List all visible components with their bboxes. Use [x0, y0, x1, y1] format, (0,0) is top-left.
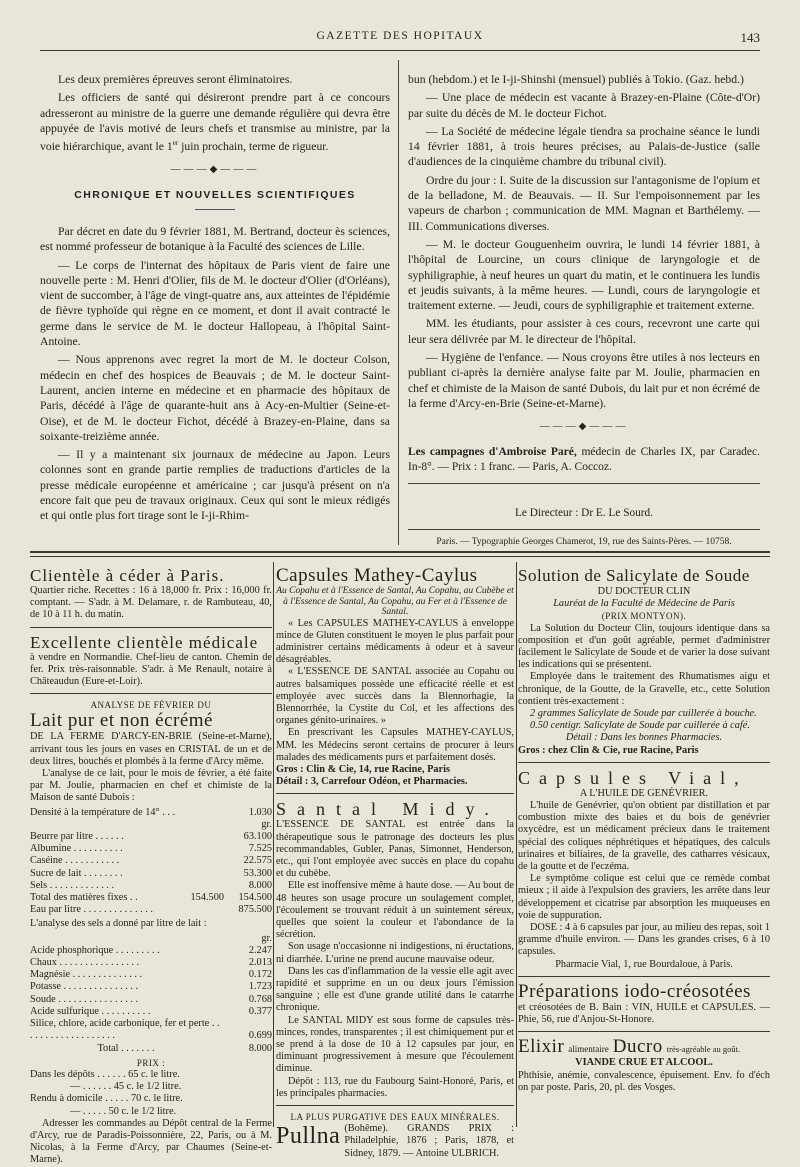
- price-line: — . . . . . 50 c. le 1/2 litre.: [70, 1105, 177, 1117]
- ad-footer: Adresser les commandes au Dépôt central de la Ferme d'Arcy, rue de Paradis-Poissonnière, 22, Paris, ou à M. Nicolas, à la Ferme d'Arcy, par Chaumes (Seine-et-Marne).: [30, 1117, 272, 1166]
- ads-divider: [273, 562, 274, 1127]
- signature-rule: [408, 483, 760, 484]
- ad-body: Dépôt : 113, rue du Faubourg Saint-Honoré, Paris, et les principales pharmacies.: [276, 1075, 514, 1099]
- ad-separator: [518, 1031, 770, 1032]
- analysis-table: [30, 807, 272, 917]
- ad-body: « L'ESSENCE DE SANTAL associée au Copahu ou autres balsamiques possède une efficacité réelle et est employée avec succès dans la Blennorhagie, la Blennorrhée, la Cystite du Col, et les affections des organes génito-urinaires. »: [276, 666, 514, 727]
- table-row: Beurre par litre . . . . . . 63.100: [30, 831, 272, 843]
- ad-title: Pullna: [276, 1123, 341, 1150]
- ad-title: Capsules Mathey-Caylus: [276, 565, 478, 586]
- ads-column-left: [30, 566, 272, 1167]
- table-row: Densité à la température de 14° . . . 1.030: [30, 806, 272, 818]
- ad-body: Dans les cas d'inflammation de la vessie elle agit avec rapidité et supprime en un ou deux jours l'émission sanguine ; elle est d'une grande utilité dans le catarrhe chronique.: [276, 965, 514, 1014]
- salts-table: [30, 933, 272, 1055]
- ad-lait: [30, 699, 272, 1166]
- table-row: Acide phosphorique . . . . . . . . . 2.247: [30, 944, 272, 956]
- ad-title: Préparations iodo-créosotées: [518, 980, 751, 1002]
- ad-detail: Détail : Dans les bonnes Pharmacies.: [565, 732, 723, 744]
- intro-paragraph: Les deux premières épreuves seront éliminatoires.: [58, 73, 293, 86]
- news-paragraph: Ordre du jour : I. Suite de la discussion sur l'antagonisme de l'opium et de la belladone, M. de Beauvais. — II. Sur l'empoisonnement par les vapeurs de charbon ; communication de MM. Magnan et Barthélemy. — III. Communications diverses.: [408, 173, 760, 233]
- ad-separator: [30, 693, 272, 694]
- news-paragraph: Par décret en date du 9 février 1881, M. Bertrand, docteur ès sciences, est nommé professeur de botanique à la Faculté des sciences de Lille.: [40, 224, 390, 254]
- director-signature: Le Directeur : Dr E. Le Sourd.: [514, 507, 654, 520]
- ad-body: Elle est inoffensive même à haute dose. — Au bout de 48 heures son usage procure un soulagement complet, l'écoulement se trouvant réduit à un suintement séreux, quelles que soient la couleur et l'abondance de la sécrétion.: [276, 880, 514, 941]
- ad-body: L'analyse des sels a donné par litre de lait :: [30, 918, 207, 930]
- ad-body: à vendre en Normandie. Chef-lieu de canton. Chemin de fer. Prix très-raisonnable. S'adr. à Me Renault, notaire à Châteaudun (Eure-et-Loir).: [30, 651, 272, 688]
- table-row: Total . . . . . . . 8.000: [97, 1042, 272, 1054]
- ad-pullna: [276, 1111, 514, 1160]
- ad-body: L'analyse de ce lait, pour le mois de février, a été faite par M. Joulie, pharmacien en chef et chimiste de la Maison de santé Dubois :: [30, 768, 272, 804]
- ad-note: très-agréable au goût.: [666, 1044, 741, 1055]
- publication-notice: [408, 445, 760, 476]
- column-divider: [398, 60, 399, 545]
- table-row: gr.: [261, 818, 272, 830]
- table-row: Chaux . . . . . . . . . . . . . . . . 2.013: [30, 957, 272, 969]
- ad-preparations: [518, 982, 770, 1026]
- ad-title: Solution de Salicylate de Soude: [518, 566, 750, 585]
- ad-separator: [518, 762, 770, 763]
- ad-separator: [30, 627, 272, 628]
- ad-separator: [518, 976, 770, 977]
- publication-title: Les campagnes d'Ambroise Paré,: [408, 445, 577, 458]
- ad-capsules-vial: [518, 768, 770, 971]
- section-title: CHRONIQUE ET NOUVELLES SCIENTIFIQUES: [74, 188, 356, 201]
- news-paragraph: MM. les étudiants, pour assister à ces cours, recevront une carte qui leur sera délivrée par M. le directeur de l'hôpital.: [408, 317, 760, 346]
- ad-body: La Solution du Docteur Clin, toujours identique dans sa composition et d'un goût agréable, permet d'administrer facilement le Salicylate de Soude et de varier la dose suivant les indications qui se présentent.: [518, 622, 770, 671]
- header-rule: [40, 50, 760, 51]
- ad-body: Employée dans le traitement des Rhumatismes aigu et chronique, de la Goutte, de la Gravelle, etc., cette Solution contient très-exactement :: [518, 671, 770, 707]
- news-paragraph: bun (hebdom.) et le I-ji-Shinshi (mensuel) publiés à Tokio. (Gaz. hebd.): [408, 73, 744, 86]
- table-row: Magnésie . . . . . . . . . . . . . . 0.172: [30, 969, 272, 981]
- ad-salicylate: [518, 566, 770, 757]
- news-paragraph: — Le corps de l'internat des hôpitaux de Paris vient de faire une nouvelle perte : M. Henri d'Olier, fils de M. le docteur d'Olier (d'Orléans), vient de succomber, à l'âge de vingt-quatre ans, aux atteintes de l'épidémie de fièvre typhoïde qui règne en ce moment, et dont il avait contracté le germe dans le service de M. le docteur Hallopeau, à l'hôpital Saint-Antoine.: [40, 258, 390, 349]
- ad-dose: 0.50 centigr. Salicylate de Soude par cuillerée à café.: [530, 720, 750, 732]
- ad-separator: [276, 793, 514, 794]
- elixir-title-row: [518, 1037, 770, 1057]
- table-row: Caséine . . . . . . . . . . . 22.575: [30, 855, 272, 867]
- pullna-row: [276, 1123, 514, 1160]
- ad-capsules-mathey: [276, 566, 514, 788]
- ad-title: Excellente clientèle médicale: [30, 632, 259, 652]
- right-column: [408, 72, 760, 551]
- ad-body: L'huile de Genévrier, qu'on obtient par distillation et par combustion mixte des baies et du bois de genévrier oxycèdre, est un médicament précieux dans le traitement spécial des coliques néphrétiques et hépatiques, des calculs urinaires et biliaires, de la gravelle, des catharres vésicaux, de la goutte et de l'eczéma.: [518, 800, 770, 873]
- table-row: Albumine . . . . . . . . . . 7.525: [30, 843, 272, 855]
- ad-body: (Bohême). GRANDS PRIX : Philadelphie, 1876 ; Paris, 1878, et Sidney, 1879. — Antoine ULBRICH.: [344, 1123, 514, 1159]
- ad-laureat: Lauréat de la Faculté de Médecine de Paris: [553, 598, 735, 610]
- ad-santal: [276, 799, 514, 1100]
- news-paragraph: — M. le docteur Gouguenheim ouvrira, le lundi 14 février 1881, à l'hôpital de Lourcine, un cours clinique de laryngologie et de syphiligraphie, à neuf heures un quart du matin, et le continuera les lundis et jeudis suivants, à la même heures. — Lundi, cours de laryngologie et traitement externe. — Jeudi, cours de syphiligraphie et traitement externe.: [408, 237, 760, 313]
- ad-body: L'ESSENCE DE SANTAL est entrée dans la thérapeutique sous le patronage des docteurs les plus recommandables, Gubler, Panas, Simonnet, Henderson, etc., qui l'ont employée avec succès en place du copahu et du cubèbe.: [276, 819, 514, 880]
- intro-paragraph: Les officiers de santé qui désireront prendre part à ce concours adresseront au ministre de la guerre une demande régulière qui devra être appuyée de l'avis motivé de leurs chefs et transmise au ministre, par la voie hiérarchique, avant le 1er juin prochain, terme de rigueur.: [40, 91, 390, 154]
- ad-body: et créosotées de B. Bain : VIN, HUILE et CAPSULES. — Phie, 56, rue d'Anjou-St-Honore.: [518, 1001, 770, 1026]
- ad-body: En prescrivant les Capsules MATHEY-CAYLUS, MM. les Médecins seront certains de procurer à leurs malades des médicaments purs et parfaitement dosés.: [276, 727, 514, 763]
- running-title: GAZETTE DES HOPITAUX: [316, 30, 484, 42]
- news-paragraph: — Une place de médecin est vacante à Brazey-en-Plaine (Côte-d'Or) par suite du décès de M. le docteur Fichot.: [408, 91, 760, 120]
- ad-subtitle: A L'HUILE DE GENÉVRIER.: [579, 787, 709, 799]
- table-row: Potasse . . . . . . . . . . . . . . . 1.723: [30, 981, 272, 993]
- ad-title: Lait pur et non écrémé: [30, 710, 213, 732]
- table-row: gr.: [261, 932, 272, 944]
- price-line: Rendu à domicile . . . . . 70 c. le litre.: [30, 1093, 183, 1105]
- table-row: Soude . . . . . . . . . . . . . . . . 0.768: [30, 993, 272, 1005]
- price-line: — . . . . . . 45 c. le 1/2 litre.: [70, 1081, 182, 1093]
- ad-separator: [276, 1105, 514, 1106]
- ad-body: Phthisie, anémie, convalescence, épuisement. Env. fo d'éch on par poste. Paris, 20, pl. des Vosges.: [518, 1069, 770, 1093]
- ad-gros: Gros : Clin & Cie, 14, rue Racine, Paris: [276, 763, 450, 775]
- ad-detail: Détail : 3, Carrefour Odéon, et Pharmacies.: [276, 776, 468, 788]
- section-ornament: ———◆———: [539, 421, 629, 433]
- ad-excellente: [30, 633, 272, 689]
- ad-title: Elixir: [518, 1036, 565, 1058]
- table-row: Silice, chlore, acide carbonique, fer et perte . . . . . . . . . . . . . . . . . . . 0.699: [30, 1018, 272, 1042]
- ad-body: Quartier riche. Recettes : 16 à 18,000 fr. Prix : 16,000 fr. comptant. — S'adr. à M. Delamare, r. de Rambuteau, 40, de 10 à 11 h. du matin.: [30, 585, 272, 621]
- page-header: [40, 30, 760, 50]
- prix-label: PRIX :: [136, 1057, 166, 1068]
- ad-body: « Les CAPSULES MATHEY-CAYLUS à enveloppe mince de Gluten constituent le moyen le plus parfait pour administrer certains médicaments à odeur et à saveur désagréables.: [276, 617, 514, 666]
- ad-kicker: ANALYSE DE FÉVRIER DU: [90, 700, 212, 711]
- ad-elixir: [518, 1037, 770, 1094]
- ads-divider: [516, 562, 517, 1127]
- page-number: 143: [740, 30, 760, 45]
- table-row: Total des matières fixes . . 154.500 154.500: [30, 892, 272, 904]
- ad-title: Santal Midy.: [276, 799, 500, 820]
- news-paragraph: — Nous apprenons avec regret la mort de M. le docteur Colson, médecin en chef des hospices de Beauvais ; de M. le docteur Saint-Laurent, ancien interne en médecine et en pharmacie des hôpitaux de Paris, décédé à l'âge de quarante-huit ans à Acy-en-Multier (Seine-et-Oise), et de M. le docteur Fichot, décédé à Brazey-en-Plaine, dans sa soixante-treizième année.: [40, 353, 390, 443]
- news-paragraph: — La Société de médecine légale tiendra sa prochaine séance le lundi 14 février 1881, à trois heures précises, au Palais-de-Justice (salle d'audiences de la cinquième chambre du tribunal civil).: [408, 124, 760, 169]
- title-rule: [195, 209, 235, 210]
- table-row: Sucre de lait . . . . . . . . 53.300: [30, 867, 272, 879]
- ad-pharmacie: Pharmacie Vial, 1, rue Bourdaloue, à Paris.: [555, 958, 733, 970]
- printer-rule: [408, 529, 760, 530]
- printer-line: Paris. — Typographie Georges Chamerot, 19, rue des Saints-Pères. — 10758.: [436, 537, 732, 548]
- section-ornament: ———◆———: [170, 164, 260, 176]
- ad-subtitle: VIANDE CRUE ET ALCOOL.: [575, 1057, 713, 1069]
- ad-prize: (PRIX MONTYON).: [601, 611, 687, 622]
- ad-body: DE LA FERME D'ARCY-EN-BRIE (Seine-et-Marne), arrivant tous les jours en vases en CRISTAL de un et de deux litres, bouchés et plombés à la ferme d'Arcy même.: [30, 731, 272, 767]
- ad-brand: Ducro: [612, 1036, 663, 1058]
- ad-dose: 2 grammes Salicylate de Soude par cuillerée à bouche.: [530, 708, 757, 720]
- ad-title: Clientèle à céder à Paris.: [30, 566, 225, 585]
- ad-body: DOSE : 4 à 6 capsules par jour, au milieu des repas, soit 1 gramme d'huile environ. — Dans les grandes crises, 6 à 10 capsules.: [518, 922, 770, 958]
- news-paragraph: — Hygiène de l'enfance. — Nous croyons être utiles à nos lecteurs en publiant ci-après la dernière analyse faite par M. Joulie, pharmacien en chef et chimiste de la Maison de santé Dubois, du lait pur et non écrémé de la ferme d'Arcy-en-Brie (Seine-et-Marne).: [408, 351, 760, 410]
- ad-kicker: LA PLUS PURGATIVE DES EAUX MINÉRALES.: [290, 1112, 500, 1123]
- ad-body: Le symptôme colique est celui que ce remède combat mieux ; il aide à l'expulsion des graviers, les arrête dans leur développement et cicatrise par absorption les muqueuses en voie de suppuration.: [518, 873, 770, 921]
- ad-subtitle: Au Copahu et à l'Essence de Santal, Au Copahu, au Cubèbe et à l'Essence de Santal, Au Copahu, au Fer et à l'Essence de Santal.: [276, 586, 514, 617]
- table-row: Acide sulfurique . . . . . . . . . . 0.377: [30, 1005, 272, 1017]
- ads-column-right: [518, 566, 770, 1094]
- ad-subtitle: DU DOCTEUR CLIN: [597, 586, 691, 597]
- publication-details: médecin de Charles IX, par Caradec. In-8°. — Prix : 1 franc. — Paris, A. Coccoz.: [408, 445, 761, 473]
- ad-gros: Gros : chez Clin & Cie, rue Racine, Paris: [518, 744, 699, 756]
- ads-top-rule: [30, 551, 770, 553]
- news-paragraph: — Il y a maintenant six journaux de médecine au Japon. Leurs colonnes sont en grande partie remplies de traductions d'articles de la presse médicale européenne et américaine ; car jusqu'à présent on n'a encore fait que peu de travaux originaux. Ceux qui sont le mieux rédigés et qui ontle plus fort tirage sont le I-ji-Rhim-: [40, 448, 390, 523]
- ad-body: Le SANTAL MIDY est sous forme de capsules très-minces, rondes, transparentes ; il est chimiquement pur et se prend à la dose de 10 à 12 capsules par jour, en diminuant progressivement à mesure que l'écoulement diminue.: [276, 1014, 514, 1075]
- ad-body: Son usage n'occasionne ni indigestions, ni éructations, ni diarrhée. L'urine ne prend aucune mauvaise odeur.: [276, 941, 514, 965]
- ads-top-rule-thin: [30, 556, 770, 557]
- ad-clientele: [30, 566, 272, 622]
- ads-column-middle: [276, 566, 514, 1160]
- table-row: Sels . . . . . . . . . . . . . 8.000: [30, 879, 272, 891]
- ad-title: Capsules Vial,: [518, 767, 748, 788]
- left-column: [40, 72, 390, 527]
- price-line: Dans les dépôts . . . . . . 65 c. le litre.: [30, 1068, 180, 1080]
- ad-kind: alimentaire: [568, 1044, 609, 1055]
- table-row: Eau par litre . . . . . . . . . . . . . . 875.500: [30, 904, 272, 916]
